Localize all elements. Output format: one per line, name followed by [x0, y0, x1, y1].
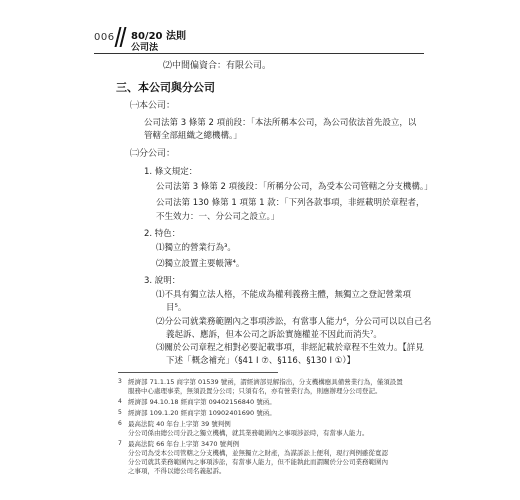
- header-divider: [94, 53, 424, 54]
- footnote-line: 經濟部 94.10.18 經商字第 09402156840 號函。: [128, 398, 276, 406]
- footnote-line: 服務中心處理事業，無須設置分公司；只須有名，亦有營業行為，則應辦理分公司登記。: [128, 387, 382, 395]
- list-item: ⑴不具有獨立法人格，不能成為權利義務主體，無獨立之登記營業項: [156, 290, 412, 300]
- paragraph-line: 公司法第 3 條第 2 項後段：「所稱分公司，為受本公司管轄之分支機構。」: [156, 182, 433, 192]
- paragraph-line: 不生效力：一、分公司之設立。」: [156, 212, 280, 222]
- paragraph-line: 公司法第 130 條第 1 項第 1 款：「下列各款事項，非經載明於章程者，: [156, 198, 425, 208]
- footnote-number: 4: [118, 398, 122, 405]
- footnote-number: 3: [118, 378, 122, 385]
- point-heading: 1. 條文規定：: [144, 167, 198, 177]
- chapter-title: 公司法: [131, 43, 159, 53]
- page-number: 006: [94, 32, 115, 43]
- list-item: ⑶關於公司章程之相對必要記載事項，非經記載於章程不生效力。【詳見: [156, 343, 424, 353]
- point-heading: 2. 特色：: [144, 229, 181, 239]
- subsection-heading-head-office: ㈠本公司：: [130, 101, 176, 111]
- footnote-line: 分公司係由總公司分設之獨立機構，就其業務範圍內之事項涉訟時，有當事人能力。: [128, 429, 369, 437]
- paragraph-line: 管轄全部組織之總機構。」: [144, 131, 242, 141]
- footnote-line: 之事項，不得以總公司名義起訴。: [128, 467, 226, 475]
- paragraph-line: 公司法第 3 條第 2 項前段：「本法所稱本公司，為公司依法首先設立，以: [144, 118, 417, 128]
- list-item: ⑵分公司就業務範圍內之事項涉訟，有當事人能力⁶，分公司可以以自己名: [156, 317, 432, 327]
- intro-line: ⑵中間偏資合：有限公司。: [163, 61, 272, 71]
- footnote-number: 6: [118, 420, 122, 427]
- footnote-number: 7: [118, 440, 122, 447]
- footnote-line: 分公司為受本公司管轄之分支機構，並無獨立之財產，為謀訴訟上便利，現行判例雖從寬認: [128, 449, 388, 457]
- list-item-continued: 下述「概念補充」（§41 Ⅰ ⑦、§116、§130 Ⅰ ①）】: [166, 356, 356, 366]
- section-title: 三、本公司與分公司: [116, 81, 215, 94]
- list-item: ⑴獨立的營業行為³。: [156, 243, 236, 253]
- footnote-line: 經濟部 109.1.20 經商字第 10902401690 號函。: [128, 409, 276, 417]
- footnote-line: 最高法院 66 年台上字第 3470 號判例: [128, 440, 240, 448]
- subsection-heading-branch: ㈡分公司：: [130, 149, 176, 159]
- footnote-line: 最高法院 40 年台上字第 39 號判例: [128, 420, 231, 428]
- footnote-line: 分公司就其業務範圍內之事項涉訟，有當事人能力，但不能執此而謂關於分公司業務範圍內: [128, 458, 388, 466]
- footnote-line: 經濟部 71.1.15 商字第 01539 號函，謂經濟部見解指出，分支機構應具備營業行為，僅須設置: [128, 378, 403, 386]
- footnote-divider: [118, 372, 278, 373]
- footnote-number: 5: [118, 409, 122, 416]
- list-item: ⑵獨立設置主要帳簿⁴。: [156, 259, 245, 269]
- book-title: 80/20 法則: [131, 31, 186, 42]
- list-item-continued: 目⁵。: [166, 303, 187, 313]
- list-item-continued: 義起訴、應訴，但本公司之訴訟實施權並不因此而消失⁷。: [166, 330, 382, 340]
- point-heading: 3. 說明：: [144, 276, 181, 286]
